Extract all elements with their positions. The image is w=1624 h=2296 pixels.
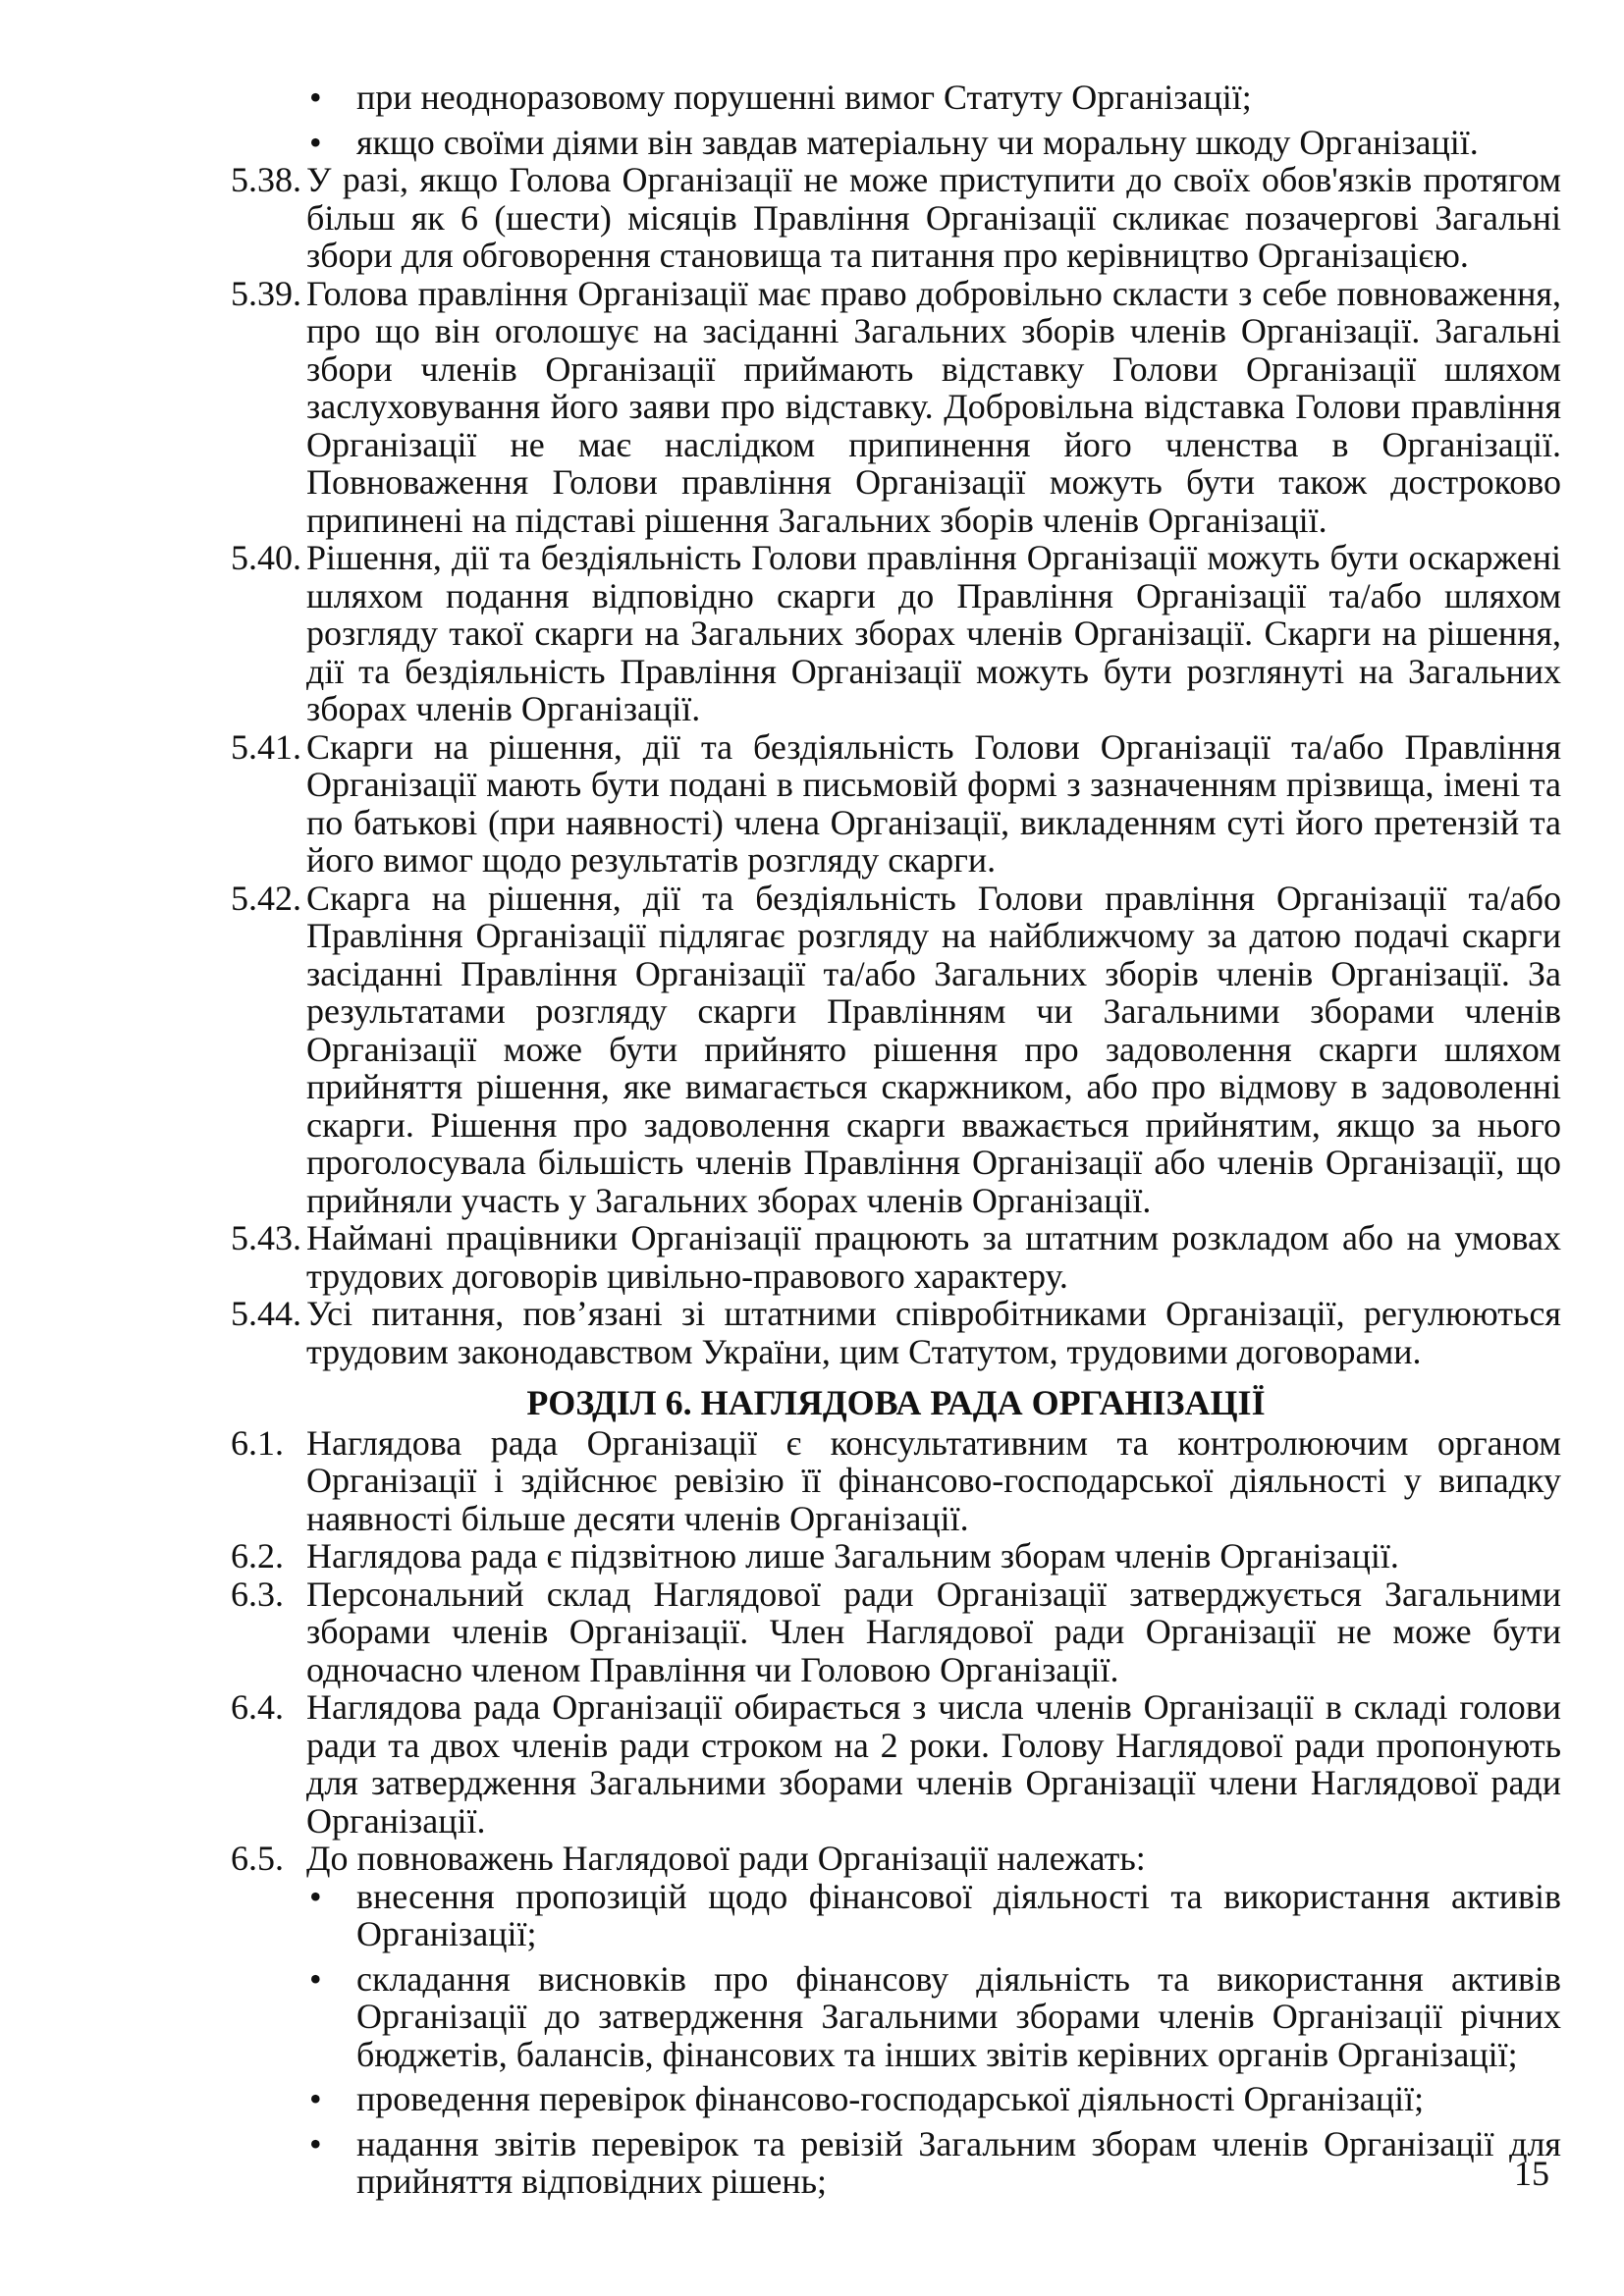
clause-text: Наймані працівники Організації працюють за штатним розкладом або на умовах трудових договорів цивільно-правового характеру. [306, 1218, 1561, 1296]
clause-number: 5.39. [231, 273, 301, 313]
bullet-icon: • [309, 1876, 322, 1916]
bullet-text: внесення пропозицій щодо фінансової діяльності та використання активів Організації; [356, 1876, 1561, 1953]
clause-number: 6.4. [231, 1687, 284, 1727]
list-item-bullet [231, 79, 1561, 117]
list-item-bullet [231, 2080, 1561, 2118]
clause-number: 5.42. [231, 878, 301, 918]
clause-6-5 [231, 1840, 1561, 1878]
page-content [231, 79, 1561, 2201]
clause-number: 5.38. [231, 160, 301, 199]
bullet-icon: • [309, 78, 322, 117]
clause-text: До повноважень Наглядової ради Організації належать: [306, 1839, 1146, 1878]
clause-text: Персональний склад Наглядової ради Організації затверджується Загальними зборами членів Організації. Член Наглядової ради Організації не може бути одночасно членом Правління чи Головою Організації. [306, 1574, 1561, 1689]
clause-5-41 [231, 728, 1561, 880]
bullet-text: надання звітів перевірок та ревізій Загальним зборам членів Організації для прийняття відповідних рішень; [356, 2123, 1561, 2201]
bullet-text: при неодноразовому порушенні вимог Статуту Організації; [356, 78, 1252, 117]
clause-6-2 [231, 1537, 1561, 1575]
clause-number: 6.5. [231, 1839, 284, 1878]
bullet-text: якщо своїми діями він завдав матеріальну чи моральну шкоду Організації. [356, 122, 1479, 162]
bullet-icon: • [309, 1958, 322, 1999]
clause-text: Наглядова рада Організації обирається з числа членів Організації в складі голови ради та двох членів ради строком на 2 роки. Голову Наглядової ради пропонують для затвердження Загальними зборами членів Організації члени Наглядової ради Організації. [306, 1687, 1561, 1841]
clause-text: Рішення, дії та бездіяльність Голови правління Організації можуть бути оскаржені шляхом подання відповідно скарги до Правління Організації та/або шляхом розгляду такої скарги на Загальних зборах членів Організації. Скарги на рішення, дії та бездіяльність Правління Організації можуть бути розглянуті на Загальних зборах членів Організації. [306, 538, 1561, 728]
clause-text: Наглядова рада Організації є консультативним та контролюючим органом Організації і здійснює ревізію її фінансово-господарської діяльності у випадку наявності більше десяти членів Організації. [306, 1422, 1561, 1538]
clause-text: У разі, якщо Голова Організації не може приступити до своїх обов'язків протягом більш як 6 (шести) місяців Правління Організації скликає позачергові Загальні збори для обговорення становища та питання про керівництво Організацією. [306, 160, 1561, 275]
clause-text: Голова правління Організації має право добровільно скласти з себе повноваження, про що він оголошує на засіданні Загальних зборів членів Організації. Загальні збори членів Організації приймають відставку Голови Організації шляхом заслуховування його заяви про відставку. Добровільна відставка Голови правління Організації не має наслідком припинення його членства в Організації. Повноваження Голови правління Організації можуть бути також достроково припинені на підставі рішення Загальних зборів членів Організації. [306, 273, 1561, 540]
clause-number: 5.43. [231, 1218, 301, 1257]
clause-text: Усі питання, пов’язані зі штатними співробітниками Організації, регулюються трудовим законодавством України, цим Статутом, трудовими договорами. [306, 1294, 1561, 1371]
bullet-icon: • [309, 122, 322, 162]
page-number: 15 [1514, 2154, 1549, 2193]
list-item-bullet [231, 2125, 1561, 2201]
clause-5-42 [231, 880, 1561, 1220]
clause-text: Скарги на рішення, дії та бездіяльність Голови Організації та/або Правління Організації мають бути подані в письмовій формі з зазначенням прізвища, імені та по батькові (при наявності) члена Організації, викладенням суті його претензій та його вимог щодо результатів розгляду скарги. [306, 726, 1561, 880]
bullet-icon: • [309, 2079, 322, 2118]
list-item-bullet [231, 124, 1561, 162]
clause-number: 5.41. [231, 726, 301, 767]
clause-6-3 [231, 1575, 1561, 1689]
clause-number: 5.40. [231, 538, 301, 577]
bullet-text: складання висновків про фінансову діяльність та використання активів Організації до затвердження Загальними зборами членів Організації річних бюджетів, балансів, фінансових та інших звітів керівних органів Організації; [356, 1958, 1561, 2074]
clause-number: 5.44. [231, 1294, 301, 1333]
clause-5-39 [231, 275, 1561, 540]
section-heading: РОЗДІЛ 6. НАГЛЯДОВА РАДА ОРГАНІЗАЦІЇ [526, 1383, 1266, 1422]
list-item-bullet [231, 1878, 1561, 1953]
list-item-bullet [231, 1960, 1561, 2074]
bullet-icon: • [309, 2123, 322, 2163]
clause-5-40 [231, 539, 1561, 728]
clause-number: 6.2. [231, 1536, 284, 1575]
clause-5-44 [231, 1295, 1561, 1370]
clause-number: 6.3. [231, 1574, 284, 1614]
clause-6-1 [231, 1424, 1561, 1538]
clause-5-38 [231, 161, 1561, 275]
clause-6-4 [231, 1688, 1561, 1840]
clause-text: Наглядова рада є підзвітною лише Загальним зборам членів Організації. [306, 1536, 1399, 1575]
clause-number: 6.1. [231, 1422, 284, 1463]
clause-text: Скарга на рішення, дії та бездіяльність Голови правління Організації та/або Правління Організації підлягає розгляду на найближчому за датою подачі скарги засіданні Правління Організації та/або Загальних зборів членів Організації. За результатами розгляду скарги Правлінням чи Загальними зборами членів Організації може бути прийнято рішення про задоволення скарги шляхом прийняття рішення, яке вимагається скаржником, або про відмову в задоволенні скарги. Рішення про задоволення скарги вважається прийнятим, якщо за нього проголосувала більшість членів Правління Організації або членів Організації, що прийняли участь у Загальних зборах членів Організації. [306, 878, 1561, 1220]
clause-5-43 [231, 1219, 1561, 1295]
bullet-text: проведення перевірок фінансово-господарської діяльності Організації; [356, 2079, 1425, 2118]
